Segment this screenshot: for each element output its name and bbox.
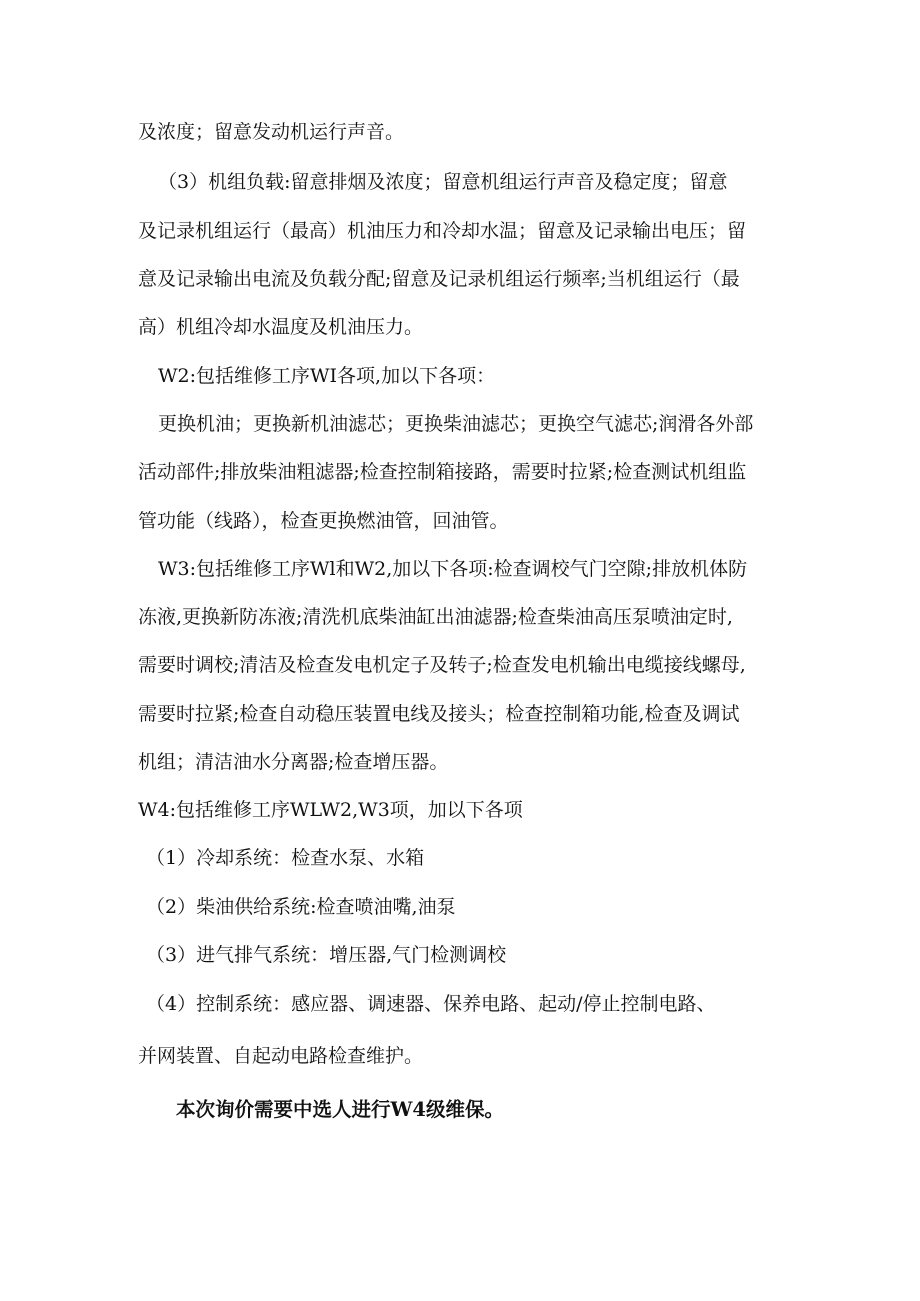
paragraph-line-19: （4）控制系统：感应器、调速器、保养电路、起动/停止控制电路、 xyxy=(146,993,716,1015)
paragraph-line-14: 机组；清洁油水分离器;检查增压器。 xyxy=(138,751,449,773)
paragraph-line-5: 高）机组冷却水温度及机油压力。 xyxy=(138,316,424,338)
paragraph-line-20: 并网装置、自起动电路检查维护。 xyxy=(138,1045,424,1067)
paragraph-line-17: （2）柴油供给系统:检查喷油嘴,油泵 xyxy=(146,896,456,918)
paragraph-line-4: 意及记录输出电流及负载分配;留意及记录机组运行频率;当机组运行（最 xyxy=(138,268,740,290)
paragraph-line-15: W4:包括维修工序WLW2,W3项，加以下各项 xyxy=(138,799,523,821)
paragraph-line-18: （3）进气排气系统：增压器,气门检测调校 xyxy=(146,944,507,966)
paragraph-line-3: 及记录机组运行（最高）机油压力和冷却水温；留意及记录输出电压；留 xyxy=(138,220,747,242)
paragraph-line-16: （1）冷却系统：检查水泵、水箱 xyxy=(146,847,425,869)
paragraph-line-13: 需要时拉紧;检查自动稳压装置电线及接头；检查控制箱功能,检查及调试 xyxy=(138,703,740,725)
paragraph-line-1: 及浓度；留意发动机运行声音。 xyxy=(138,121,405,143)
paragraph-line-7: 更换机油；更换新机油滤芯；更换柴油滤芯；更换空气滤芯;润滑各外部 xyxy=(158,413,754,435)
paragraph-line-8: 活动部件;排放柴油粗滤器;检查控制箱接路，需要时拉紧;检查测试机组监 xyxy=(138,461,747,483)
paragraph-line-9: 管功能（线路），检查更换燃油管，回油管。 xyxy=(138,510,509,532)
paragraph-line-12: 需要时调校;清洁及检查发电机定子及转子;检查发电机输出电缆接线螺母, xyxy=(138,654,746,676)
paragraph-line-10: W3:包括维修工序Wl和W2,加以下各项:检查调校气门空隙;排放机体防 xyxy=(158,558,748,580)
paragraph-line-11: 冻液,更换新防冻液;清洗机底柴油缸出油滤器;检查柴油高压泵喷油定时, xyxy=(138,606,733,628)
paragraph-line-6: W2:包括维修工序WI各项,加以下各项： xyxy=(158,365,496,387)
paragraph-line-2: （3）机组负载:留意排烟及浓度；留意机组运行声音及稳定度；留意 xyxy=(158,171,728,193)
conclusion-line: 本次询价需要中选人进行W4级维保。 xyxy=(176,1098,504,1121)
